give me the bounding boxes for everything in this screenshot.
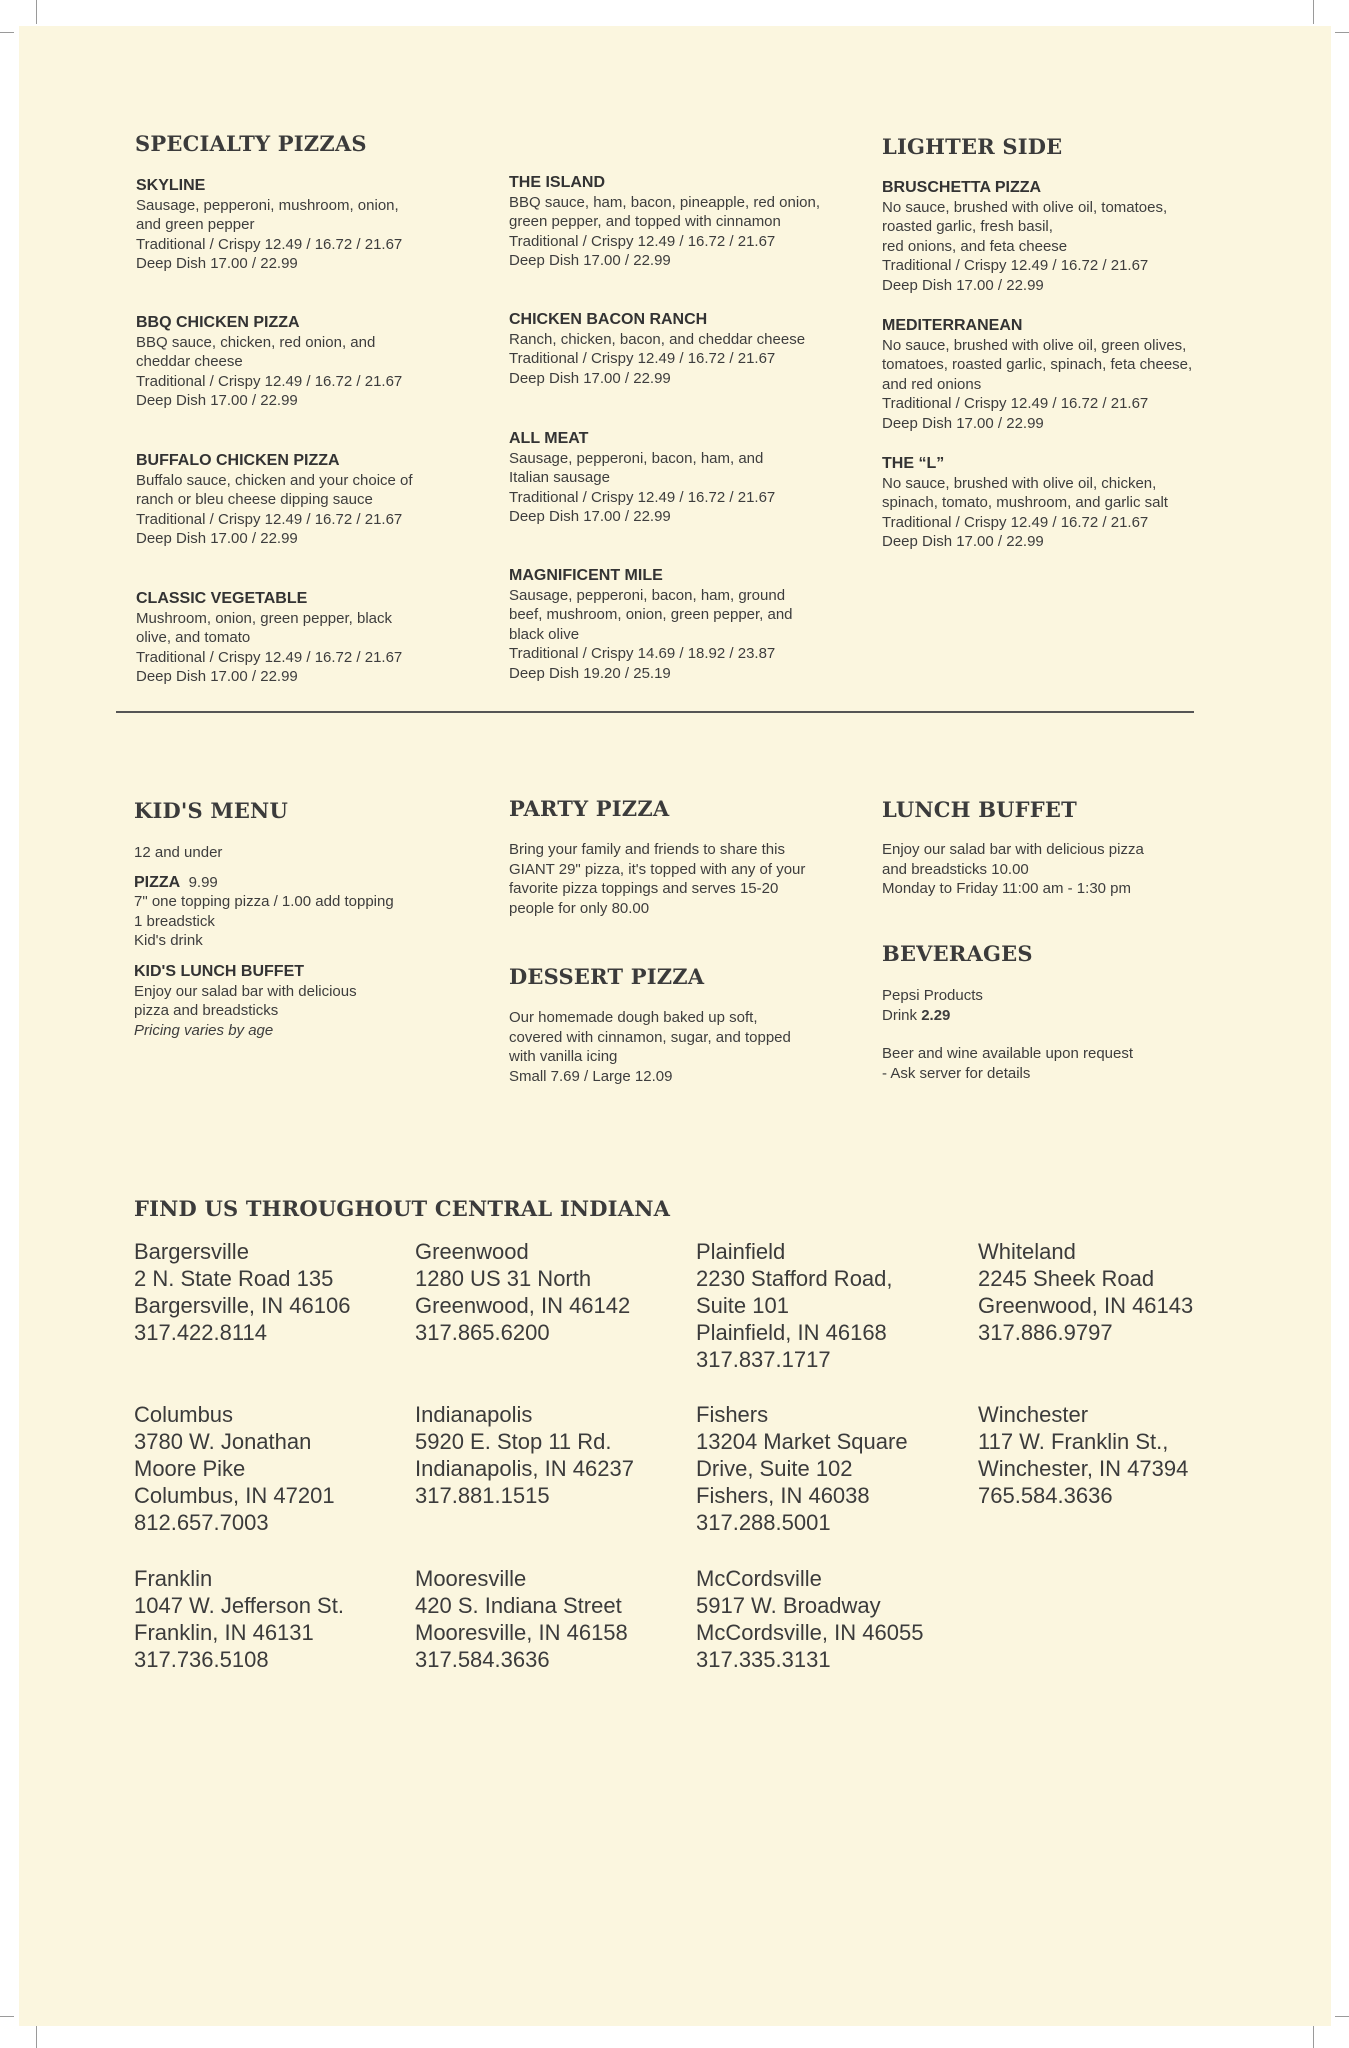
item-line: roasted garlic, fresh basil, [882,218,1053,236]
item-line: olive, and tomato [136,629,251,647]
item-line: No sauce, brushed with olive oil, tomatoes, [882,198,1168,216]
kids-title: KID'S MENU [134,798,288,823]
item-line: Sausage, pepperoni, bacon, ham, ground [509,586,786,604]
item-line: Traditional / Crispy 14.69 / 18.92 / 23.87 [509,645,776,663]
location-line: Moore Pike [134,1456,246,1481]
item-name: BBQ CHICKEN PIZZA [136,314,300,331]
item-line: Monday to Friday 11:00 am - 1:30 pm [882,880,1132,898]
party-description [509,840,805,918]
menu-item-chicken-bacon-ranch [509,310,805,388]
locations-title: FIND US THROUGHOUT CENTRAL INDIANA [134,1196,671,1221]
item-line: Traditional / Crispy 12.49 / 16.72 / 21.67 [136,648,403,666]
menu-item-classic-vegetable [136,589,402,687]
item-line: - Ask server for details [882,1064,1031,1082]
crop-mark [1335,2016,1349,2017]
lunch-title: LUNCH BUFFET [882,797,1077,822]
item-line: Deep Dish 17.00 / 22.99 [509,508,671,526]
item-name: BUFFALO CHICKEN PIZZA [136,452,340,469]
location-line: 2 N. State Road 135 [134,1266,334,1291]
dessert-description [509,1008,791,1086]
location-line: Greenwood, IN 46142 [415,1293,631,1318]
item-line: Buffalo sauce, chicken and your choice of [136,471,413,489]
location-city: Indianapolis [415,1402,533,1427]
item-line: Enjoy our salad bar with delicious pizza [882,841,1144,858]
location-plainfield [696,1238,893,1373]
item-line: Deep Dish 17.00 / 22.99 [136,668,298,686]
location-line: Suite 101 [696,1293,789,1318]
item-line: with vanilla icing [509,1048,618,1066]
item-line: Deep Dish 17.00 / 22.99 [136,392,298,410]
drink-label: Drink [882,1006,918,1024]
item-line: 1 breadstick [134,912,215,930]
crop-mark [1313,0,1314,24]
item-line: BBQ sauce, chicken, red onion, and [136,333,376,351]
item-line: Ranch, chicken, bacon, and cheddar cheese [509,330,806,348]
location-line: 1280 US 31 North [415,1266,592,1291]
item-line: covered with cinnamon, sugar, and topped [509,1028,791,1046]
location-line: 5917 W. Broadway [696,1593,881,1618]
location-phone: 317.584.3636 [415,1647,550,1672]
location-line: Franklin, IN 46131 [134,1620,314,1645]
crop-mark [1335,32,1349,33]
crop-mark [0,2016,14,2017]
item-line: Deep Dish 17.00 / 22.99 [509,369,671,387]
section-divider [116,711,1194,713]
beverages-drink [882,1006,1133,1026]
crop-mark [1313,2026,1314,2048]
menu-item-bruschetta [882,178,1167,296]
location-fishers [696,1401,908,1536]
item-line: Mushroom, onion, green pepper, black [136,609,392,627]
location-indianapolis [415,1401,634,1509]
item-line: and breadsticks 10.00 [882,860,1029,878]
location-line: Winchester, IN 47394 [978,1456,1189,1481]
menu-item-bbq-chicken [136,313,402,411]
kids-pizza-heading [134,873,394,893]
location-line: Greenwood, IN 46143 [978,1293,1194,1318]
item-name: THE “L” [882,455,945,472]
menu-item-mediterranean [882,316,1192,434]
item-line: Pepsi Products [882,987,983,1004]
crop-mark [36,2026,37,2048]
item-name: MAGNIFICENT MILE [509,567,663,584]
location-city: Columbus [134,1402,234,1427]
location-city: Plainfield [696,1239,786,1264]
item-line: Deep Dish 17.00 / 22.99 [509,252,671,270]
party-title: PARTY PIZZA [509,796,670,821]
location-city: Whiteland [978,1239,1076,1264]
kids-age: 12 and under [134,844,223,861]
location-phone: 765.584.3636 [978,1483,1113,1508]
location-city: Fishers [696,1402,769,1427]
location-greenwood [415,1238,630,1346]
specialty-title: SPECIALTY PIZZAS [135,131,367,156]
location-bargersville [134,1238,350,1346]
location-line: Columbus, IN 47201 [134,1483,335,1508]
item-line: Deep Dish 17.00 / 22.99 [882,533,1044,551]
menu-item-skyline [136,176,402,274]
location-franklin [134,1565,344,1673]
item-line: Beer and wine available upon request [882,1045,1134,1063]
item-line: Our homemade dough baked up soft, [509,1009,758,1026]
location-line: McCordsville, IN 46055 [696,1620,924,1645]
location-phone: 317.881.1515 [415,1483,550,1508]
item-line: Italian sausage [509,469,610,487]
menu-item-all-meat [509,429,775,527]
location-mooresville [415,1565,628,1673]
kids-menu [134,843,394,1040]
location-line: Mooresville, IN 46158 [415,1620,628,1645]
location-winchester [978,1401,1188,1509]
item-line: Traditional / Crispy 12.49 / 16.72 / 21.67 [882,513,1149,531]
lunch-description [882,840,1144,899]
location-line: Fishers, IN 46038 [696,1483,870,1508]
location-whiteland [978,1238,1193,1346]
item-line: and red onions [882,375,982,393]
location-phone: 317.865.6200 [415,1320,550,1345]
beverages-title: BEVERAGES [882,941,1033,966]
item-name: MEDITERRANEAN [882,317,1023,334]
location-phone: 317.886.9797 [978,1320,1113,1345]
item-line: pizza and breadsticks [134,1002,279,1020]
location-line: 1047 W. Jefferson St. [134,1593,344,1618]
item-line: Deep Dish 17.00 / 22.99 [882,276,1044,294]
item-line: GIANT 29" pizza, it's topped with any of your [509,860,806,878]
item-line: Bring your family and friends to share this [509,841,785,858]
item-line: Traditional / Crispy 12.49 / 16.72 / 21.67 [509,488,776,506]
kids-buffet-note: Pricing varies by age [134,1021,274,1039]
item-line: Traditional / Crispy 12.49 / 16.72 / 21.67 [509,350,776,368]
item-line: Deep Dish 17.00 / 22.99 [882,414,1044,432]
location-line: 5920 E. Stop 11 Rd. [415,1429,612,1454]
item-line: Deep Dish 17.00 / 22.99 [136,530,298,548]
item-name: BRUSCHETTA PIZZA [882,179,1042,196]
item-line: Enjoy our salad bar with delicious [134,982,357,1000]
item-name: SKYLINE [136,177,206,194]
item-line: Sausage, pepperoni, bacon, ham, and [509,449,764,467]
item-line: No sauce, brushed with olive oil, green olives, [882,336,1187,354]
location-line: 13204 Market Square [696,1429,908,1454]
item-line: Traditional / Crispy 12.49 / 16.72 / 21.67 [136,235,403,253]
location-columbus [134,1401,335,1536]
item-line: Traditional / Crispy 12.49 / 16.72 / 21.67 [136,372,403,390]
item-name: ALL MEAT [509,430,589,447]
kids-pizza-price: 9.99 [188,873,218,891]
location-mccordsville [696,1565,923,1673]
item-line: beef, mushroom, onion, green pepper, and [509,606,793,624]
kids-pizza-name: PIZZA [134,873,181,891]
location-city: McCordsville [696,1566,822,1591]
crop-mark [0,32,14,33]
item-line: BBQ sauce, ham, bacon, pineapple, red onion, [509,193,821,211]
item-line: No sauce, brushed with olive oil, chicken, [882,474,1157,492]
location-line: 420 S. Indiana Street [415,1593,622,1618]
item-line: Traditional / Crispy 12.49 / 16.72 / 21.67 [882,257,1149,275]
menu-item-magnificent-mile [509,566,793,684]
beverages-description [882,986,1133,1083]
crop-mark [36,0,37,24]
location-line: 117 W. Franklin St., [978,1429,1169,1454]
item-line: favorite pizza toppings and serves 15-20 [509,880,779,898]
location-line: 2245 Sheek Road [978,1266,1155,1291]
location-city: Bargersville [134,1239,249,1264]
item-line: black olive [509,625,580,643]
item-line: Deep Dish 19.20 / 25.19 [509,664,671,682]
item-line: Traditional / Crispy 12.49 / 16.72 / 21.67 [509,232,776,250]
menu-item-the-island [509,173,820,271]
item-line: Traditional / Crispy 12.49 / 16.72 / 21.67 [882,395,1149,413]
dessert-title: DESSERT PIZZA [509,964,705,989]
menu-item-buffalo-chicken [136,451,413,549]
item-name: CHICKEN BACON RANCH [509,311,708,328]
location-phone: 317.736.5108 [134,1647,269,1672]
location-line: Indianapolis, IN 46237 [415,1456,634,1481]
item-line: spinach, tomato, mushroom, and garlic salt [882,494,1168,512]
item-name: THE ISLAND [509,174,605,191]
location-phone: 317.335.3131 [696,1647,831,1672]
location-line: Drive, Suite 102 [696,1456,853,1481]
location-city: Mooresville [415,1566,527,1591]
item-line: people for only 80.00 [509,899,650,917]
location-city: Franklin [134,1566,213,1591]
item-line: Kid's drink [134,932,203,950]
item-line: green pepper, and topped with cinnamon [509,213,781,231]
location-city: Winchester [978,1402,1089,1427]
location-phone: 317.837.1717 [696,1347,831,1372]
lighter-title: LIGHTER SIDE [882,134,1063,159]
item-line: Sausage, pepperoni, mushroom, onion, [136,196,399,214]
item-line: cheddar cheese [136,353,243,371]
location-phone: 812.657.7003 [134,1510,269,1535]
item-line: Deep Dish 17.00 / 22.99 [136,255,298,273]
item-line: Traditional / Crispy 12.49 / 16.72 / 21.67 [136,510,403,528]
item-name: CLASSIC VEGETABLE [136,590,308,607]
kids-buffet-name: KID'S LUNCH BUFFET [134,962,305,980]
location-line: Bargersville, IN 46106 [134,1293,351,1318]
item-line: ranch or bleu cheese dipping sauce [136,491,373,509]
item-line: and green pepper [136,216,255,234]
item-line: Small 7.69 / Large 12.09 [509,1067,673,1085]
item-line: tomatoes, roasted garlic, spinach, feta cheese, [882,356,1193,374]
location-line: Plainfield, IN 46168 [696,1320,887,1345]
location-city: Greenwood [415,1239,529,1264]
location-line: 3780 W. Jonathan [134,1429,312,1454]
drink-price: 2.29 [921,1006,951,1024]
item-line: red onions, and feta cheese [882,237,1068,255]
location-phone: 317.422.8114 [134,1320,267,1345]
location-phone: 317.288.5001 [696,1510,831,1535]
item-line: 7" one topping pizza / 1.00 add topping [134,893,394,911]
menu-item-the-l [882,454,1168,552]
location-line: 2230 Stafford Road, [696,1266,893,1291]
